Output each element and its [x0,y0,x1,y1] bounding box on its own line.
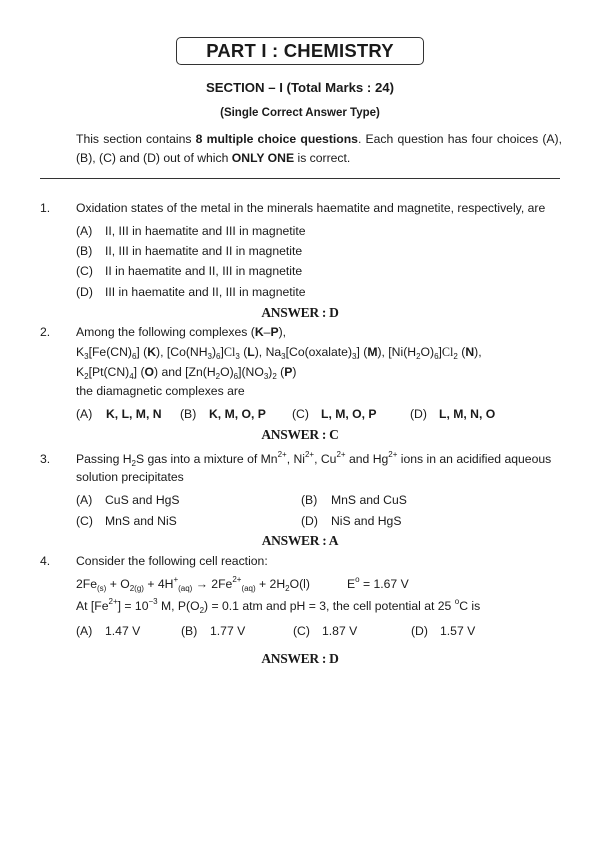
section-title: SECTION – I (Total Marks : 24) [205,80,395,95]
intro-text: This section contains [76,132,196,146]
option-text: II in haematite and II, III in magnetite [105,264,303,278]
option-text: 1.77 V [210,624,246,638]
intro-bold-only-one: ONLY ONE [231,151,295,165]
option-label: (D) [410,407,427,421]
cell-reaction-equation: $2Fe_{(s)} + O_{2(g)} + 4H^+_{(aq)} \to 2Fe^{2+}_{(aq)} + 2H_2O(l)$ [76,575,310,593]
option-text: L, M, O, P [321,407,377,421]
option-label: (A) [76,224,93,238]
answer-label: ANSWER : D [261,305,339,320]
text: Among the following complexes ( [76,325,255,339]
option-text: MnS and CuS [331,493,407,507]
option-label: (A) [76,407,93,421]
option-label: (B) [76,244,93,258]
option-label: (C) [293,624,310,638]
option-label: (D) [411,624,428,638]
section-divider [40,178,560,179]
section-instructions [76,130,562,168]
option-label: (D) [301,514,318,528]
complex-list-line-2: $K_2[Pt(CN)_4]$ (O) and $[Zn(H_2O)_6](NO_3)_2$ (P) [76,365,297,381]
option-text: K, M, O, P [209,407,266,421]
option-label: (B) [181,624,198,638]
standard-potential: $E^o = 1.67$ V [347,575,409,591]
option-text: 1.57 V [440,624,476,638]
option-text: II, III in haematite and II in magnetite [105,244,303,258]
intro-text: . Each question has four choices (A), (B), (C) and (D) out of which [76,132,563,165]
complex-label-k: K [254,325,264,339]
text: – [263,325,271,339]
option-label: (C) [76,514,93,528]
question-text: Consider the following cell reaction: [76,554,268,568]
option-label: (B) [180,407,197,421]
option-text: II, III in haematite and III in magnetite [105,224,306,238]
question-text: Passing $H_2S$ gas into a mixture of $Mn^{2+}$, $Ni^{2+}$, $Cu^{2+}$ and $Hg^{2+}$ ions in an acidified aqueous [76,450,552,468]
option-text: NiS and HgS [331,514,402,528]
question-text-continued: solution precipitates [76,470,184,484]
option-label: (A) [76,624,93,638]
option-label: (C) [292,407,309,421]
option-text: MnS and NiS [105,514,177,528]
complex-list-line-1: $K_3[Fe(CN)_6]$ (K), $[Co(NH_3)_6]Cl_3$ (L), $Na_3[Co(oxalate)_3]$ (M), $[Ni(H_2O)_6]Cl_2$ (N), [76,345,482,361]
option-label: (B) [301,493,318,507]
option-label: (D) [76,285,93,299]
answer-label: ANSWER : A [261,533,339,548]
answer-label: ANSWER : C [261,427,339,442]
cell-conditions: At $[Fe^{2+}] = 10^{-3}$ M, $P(O_2) = 0.1$ atm and pH = 3, the cell potential at 25 $^o$C is [76,597,481,615]
option-text: CuS and HgS [105,493,180,507]
answer-label: ANSWER : D [261,651,339,666]
question-number: 2. [40,325,51,339]
option-text: III in haematite and II, III in magnetite [105,285,306,299]
section-type: (Single Correct Answer Type) [220,107,380,119]
intro-text: is correct. [294,151,351,165]
question-text [76,325,286,339]
option-text: L, M, N, O [439,407,496,421]
question-number: 3. [40,452,51,466]
text: ), [278,325,287,339]
option-text: K, L, M, N [106,407,162,421]
part-title-text: PART I : CHEMISTRY [206,40,394,61]
option-text: 1.47 V [105,624,141,638]
question-prompt: the diamagnetic complexes are [76,384,245,398]
question-number: 4. [40,554,51,568]
option-text: 1.87 V [322,624,358,638]
intro-bold-count: 8 multiple choice questions [195,132,358,146]
option-label: (A) [76,493,93,507]
complex-label-p: P [270,325,279,339]
question-text: Oxidation states of the metal in the minerals haematite and magnetite, respectively, are [76,201,546,215]
option-label: (C) [76,264,93,278]
question-number: 1. [40,201,51,215]
part-title [176,37,424,65]
